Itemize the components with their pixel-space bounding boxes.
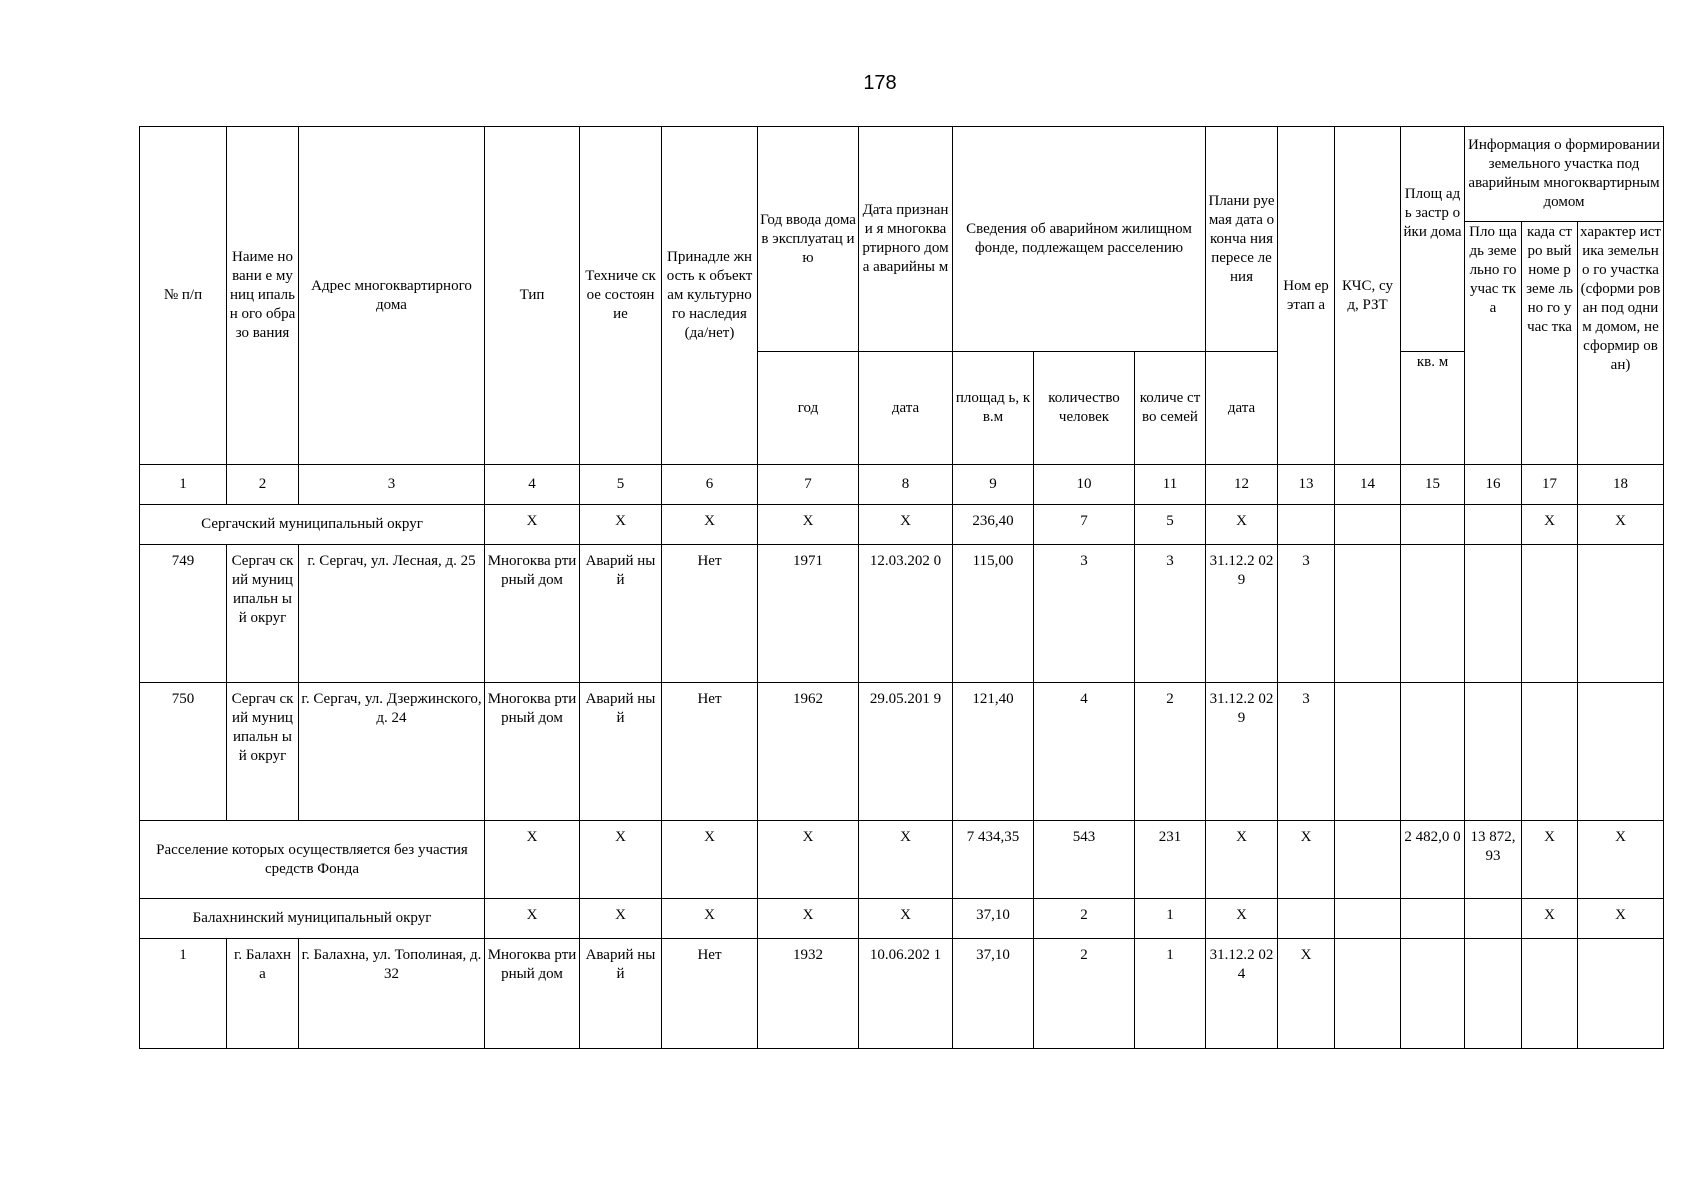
header-cell: количество человек: [1034, 352, 1135, 465]
table-cell: X: [859, 505, 953, 545]
header-cell: характер истика земельно го участка (сформи рован под одним домом, не сформир ован): [1578, 222, 1664, 465]
table-cell: 29.05.201 9: [859, 683, 953, 821]
table-cell: [1465, 545, 1522, 683]
table-cell: 3: [1135, 545, 1206, 683]
table-cell: 13 872, 93: [1465, 821, 1522, 899]
header-cell: дата: [1206, 352, 1278, 465]
group-row: [140, 821, 1664, 899]
table-cell: [1278, 899, 1335, 939]
header-cell: Ном ер этап а: [1278, 127, 1335, 465]
table-cell: 115,00: [953, 545, 1034, 683]
table-cell: [1335, 899, 1401, 939]
group-label: Балахнинский муниципальный округ: [140, 899, 485, 939]
column-number: 2: [227, 465, 299, 505]
header-cell: количе ство семей: [1135, 352, 1206, 465]
table-cell: 12.03.202 0: [859, 545, 953, 683]
column-number: 12: [1206, 465, 1278, 505]
table-cell: 31.12.2 029: [1206, 545, 1278, 683]
column-number: 13: [1278, 465, 1335, 505]
table-cell: 2: [1135, 683, 1206, 821]
table-cell: [1401, 899, 1465, 939]
header-cell: када стро вый номе р земе льно го учас тка: [1522, 222, 1578, 465]
table-cell: 7 434,35: [953, 821, 1034, 899]
table-cell: 2 482,0 0: [1401, 821, 1465, 899]
table-cell: X: [485, 821, 580, 899]
table-cell: [1401, 505, 1465, 545]
table-cell: Многоква ртирный дом: [485, 683, 580, 821]
table-cell: [1465, 505, 1522, 545]
table-cell: г. Сергач, ул. Дзержинского, д. 24: [299, 683, 485, 821]
table-cell: X: [662, 899, 758, 939]
column-number: 8: [859, 465, 953, 505]
column-number: 11: [1135, 465, 1206, 505]
column-number: 6: [662, 465, 758, 505]
table-cell: [1401, 545, 1465, 683]
table-cell: X: [662, 821, 758, 899]
table-cell: 231: [1135, 821, 1206, 899]
table-cell: X: [580, 899, 662, 939]
header-cell: площад ь, кв.м: [953, 352, 1034, 465]
header-cell: Тип: [485, 127, 580, 465]
table-cell: Сергач ский муниц ипальн ый округ: [227, 545, 299, 683]
column-number: 7: [758, 465, 859, 505]
header-cell: № п/п: [140, 127, 227, 465]
table-cell: [1522, 939, 1578, 1049]
table-cell: 5: [1135, 505, 1206, 545]
header-cell: Принадле жность к объектам культурно го наследия (да/нет): [662, 127, 758, 465]
table-cell: 2: [1034, 939, 1135, 1049]
table-row: [140, 683, 1664, 821]
table-cell: 1: [1135, 939, 1206, 1049]
table-cell: 121,40: [953, 683, 1034, 821]
table-cell: Сергач ский муниц ипальн ый округ: [227, 683, 299, 821]
emergency-housing-table: [139, 126, 1664, 1049]
table-cell: X: [1206, 899, 1278, 939]
header-cell: дата: [859, 352, 953, 465]
header-cell: Дата признани я многоква ртирного дома аварийны м: [859, 127, 953, 352]
table-cell: Нет: [662, 683, 758, 821]
table-cell: X: [1522, 899, 1578, 939]
table-cell: [1401, 683, 1465, 821]
table-cell: г. Балахна, ул. Тополиная, д. 32: [299, 939, 485, 1049]
table-cell: X: [758, 505, 859, 545]
table-cell: 1: [140, 939, 227, 1049]
table-row: [140, 939, 1664, 1049]
table-cell: 3: [1278, 545, 1335, 683]
table-cell: X: [1206, 505, 1278, 545]
table-cell: Нет: [662, 939, 758, 1049]
table-body: [140, 127, 1664, 1049]
table-cell: Аварий ный: [580, 545, 662, 683]
group-row: [140, 899, 1664, 939]
column-number-row: [140, 465, 1664, 505]
table-cell: Многоква ртирный дом: [485, 545, 580, 683]
table-cell: [1335, 545, 1401, 683]
table-cell: X: [1578, 899, 1664, 939]
table-row: [140, 545, 1664, 683]
table-cell: [1522, 683, 1578, 821]
table-cell: [1335, 821, 1401, 899]
header-row: [140, 127, 1664, 222]
column-number: 16: [1465, 465, 1522, 505]
table-cell: X: [662, 505, 758, 545]
table-cell: X: [1278, 939, 1335, 1049]
header-cell: Пло щадь земе льно го учас тка: [1465, 222, 1522, 465]
table-cell: 31.12.2 024: [1206, 939, 1278, 1049]
table-cell: 1932: [758, 939, 859, 1049]
header-cell: Площ адь застр ойки дома: [1401, 127, 1465, 352]
table-cell: [1278, 505, 1335, 545]
header-cell: кв. м: [1401, 352, 1465, 465]
table-cell: Нет: [662, 545, 758, 683]
table-cell: X: [859, 899, 953, 939]
table-cell: 1: [1135, 899, 1206, 939]
group-label: Сергачский муниципальный округ: [140, 505, 485, 545]
table-cell: 7: [1034, 505, 1135, 545]
table-cell: X: [859, 821, 953, 899]
table-cell: [1465, 899, 1522, 939]
table-cell: 31.12.2 029: [1206, 683, 1278, 821]
column-number: 3: [299, 465, 485, 505]
table-cell: X: [758, 899, 859, 939]
column-number: 4: [485, 465, 580, 505]
column-number: 10: [1034, 465, 1135, 505]
header-cell: Техниче ское состоян ие: [580, 127, 662, 465]
table-cell: Аварий ный: [580, 683, 662, 821]
table-cell: [1335, 939, 1401, 1049]
table-cell: 10.06.202 1: [859, 939, 953, 1049]
table-cell: [1578, 545, 1664, 683]
table-cell: X: [580, 505, 662, 545]
table-cell: 3: [1034, 545, 1135, 683]
header-cell: Наиме новани е муниц ипальн ого образо вания: [227, 127, 299, 465]
table-cell: X: [758, 821, 859, 899]
table-cell: Аварий ный: [580, 939, 662, 1049]
table-cell: X: [485, 505, 580, 545]
group-label: Расселение которых осуществляется без участия средств Фонда: [140, 821, 485, 899]
header-cell: Информация о формировании земельного участка под аварийным многоквартирным домом: [1465, 127, 1664, 222]
table-cell: 37,10: [953, 899, 1034, 939]
table-cell: 749: [140, 545, 227, 683]
group-row: [140, 505, 1664, 545]
column-number: 1: [140, 465, 227, 505]
table-cell: X: [1522, 505, 1578, 545]
table-cell: [1335, 683, 1401, 821]
table-cell: 236,40: [953, 505, 1034, 545]
table-cell: [1465, 683, 1522, 821]
column-number: 5: [580, 465, 662, 505]
table-cell: 1962: [758, 683, 859, 821]
column-number: 14: [1335, 465, 1401, 505]
table-cell: [1578, 683, 1664, 821]
column-number: 9: [953, 465, 1034, 505]
table-cell: 750: [140, 683, 227, 821]
table-cell: г. Балахн а: [227, 939, 299, 1049]
table-cell: X: [1278, 821, 1335, 899]
table-cell: 1971: [758, 545, 859, 683]
table-cell: 37,10: [953, 939, 1034, 1049]
header-cell: Сведения об аварийном жилищном фонде, подлежащем расселению: [953, 127, 1206, 352]
header-cell: Плани руемая дата оконча ния пересе ления: [1206, 127, 1278, 352]
table-cell: 4: [1034, 683, 1135, 821]
column-number: 17: [1522, 465, 1578, 505]
table-cell: 3: [1278, 683, 1335, 821]
table-cell: [1465, 939, 1522, 1049]
table-cell: X: [485, 899, 580, 939]
table-cell: X: [1522, 821, 1578, 899]
page-number: 178: [863, 72, 897, 94]
column-number: 15: [1401, 465, 1465, 505]
header-cell: Год ввода дома в эксплуатац ию: [758, 127, 859, 352]
header-cell: год: [758, 352, 859, 465]
table-cell: [1335, 505, 1401, 545]
table-cell: 543: [1034, 821, 1135, 899]
table-cell: Многоква ртирный дом: [485, 939, 580, 1049]
table-cell: X: [1578, 505, 1664, 545]
table-cell: X: [1206, 821, 1278, 899]
table-cell: г. Сергач, ул. Лесная, д. 25: [299, 545, 485, 683]
table-cell: X: [1578, 821, 1664, 899]
table-cell: X: [580, 821, 662, 899]
header-cell: Адрес многоквартирного дома: [299, 127, 485, 465]
table-cell: [1401, 939, 1465, 1049]
table-cell: 2: [1034, 899, 1135, 939]
table-cell: [1578, 939, 1664, 1049]
table-cell: [1522, 545, 1578, 683]
column-number: 18: [1578, 465, 1664, 505]
header-cell: КЧС, суд, РЗТ: [1335, 127, 1401, 465]
